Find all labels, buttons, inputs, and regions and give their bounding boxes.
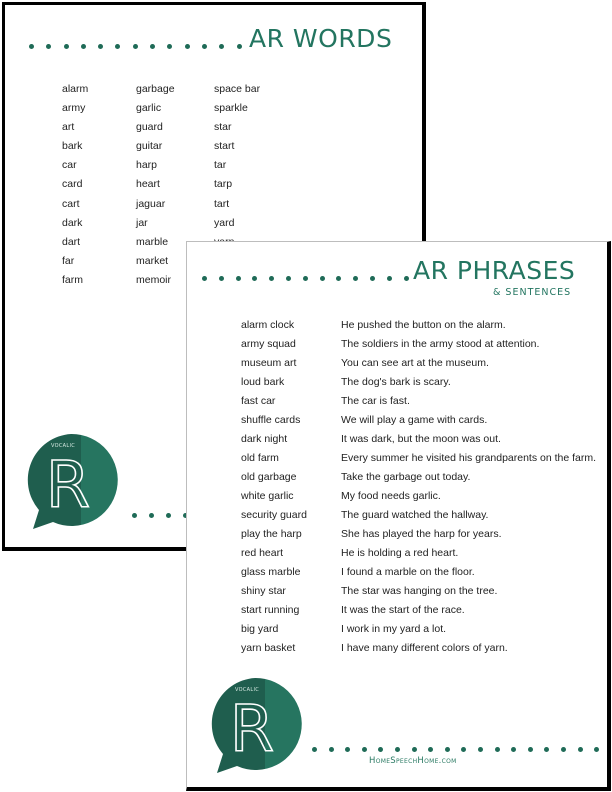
vocalic-r-logo — [207, 676, 303, 776]
sentence: My food needs garlic. — [341, 490, 441, 502]
word-item: yard — [214, 216, 235, 229]
word-item: dark — [62, 216, 83, 229]
sentence: She has played the harp for years. — [341, 528, 502, 540]
word-item: dart — [62, 235, 81, 248]
table-row — [241, 506, 596, 525]
table-row — [241, 601, 596, 620]
word-item: marble — [136, 235, 169, 248]
sentence: The soldiers in the army stood at attention. — [341, 338, 540, 350]
sentence: I have many different colors of yarn. — [341, 642, 508, 654]
word-item: alarm — [62, 83, 89, 95]
table-row — [241, 449, 596, 468]
word-item: car — [62, 159, 77, 172]
ar-phrases-page — [186, 241, 611, 791]
phrase: shuffle cards — [241, 414, 301, 426]
phrase: army squad — [241, 338, 296, 350]
page-title: AR PHRASES — [413, 256, 576, 285]
logo-letter: R — [45, 449, 91, 523]
table-row — [241, 335, 596, 354]
table-row — [241, 582, 596, 601]
phrase: white garlic — [241, 490, 294, 502]
word-item: heart — [136, 178, 160, 191]
phrase: old garbage — [241, 471, 297, 483]
table-row — [241, 430, 596, 449]
sentence: We will play a game with cards. — [341, 414, 488, 426]
phrase: glass marble — [241, 566, 301, 578]
logo-letter: R — [229, 693, 275, 767]
phrase: loud bark — [241, 376, 285, 388]
sentence: It was the start of the race. — [341, 604, 465, 616]
phrase: fast car — [241, 395, 276, 407]
word-item: jar — [136, 216, 148, 229]
page-title: AR WORDS — [249, 24, 393, 53]
phrase: yarn basket — [241, 642, 296, 654]
word-item: army — [62, 102, 86, 115]
vocalic-r-logo — [23, 432, 119, 532]
word-item: far — [62, 254, 75, 267]
phrase: start running — [241, 604, 300, 616]
word-item: tart — [214, 197, 230, 210]
sentence: Every summer he visited his grandparents on the farm. — [341, 452, 597, 464]
table-row — [241, 487, 596, 506]
table-row — [241, 639, 596, 658]
word-item: harp — [136, 159, 158, 172]
phrase: big yard — [241, 623, 279, 635]
word-item: start — [214, 140, 235, 153]
word-item: card — [62, 178, 83, 191]
phrase: alarm clock — [241, 319, 295, 331]
table-row — [241, 354, 596, 373]
word-item: guitar — [136, 140, 163, 153]
title-dot-leader — [29, 44, 242, 49]
sentence: The car is fast. — [341, 395, 410, 407]
table-row — [241, 468, 596, 487]
word-item: space bar — [214, 83, 261, 95]
sentence: The dog's bark is scary. — [341, 376, 451, 388]
table-row — [241, 316, 596, 335]
logo-label: VOCALIC — [234, 687, 260, 693]
word-item: memoir — [136, 273, 172, 286]
word-item: guard — [136, 121, 163, 134]
sentence: Take the garbage out today. — [341, 471, 471, 483]
word-item: market — [136, 254, 169, 267]
table-row — [241, 563, 596, 582]
sentence: He is holding a red heart. — [341, 547, 459, 559]
phrases-table — [241, 316, 596, 658]
logo-label: VOCALIC — [50, 443, 76, 449]
table-row — [241, 411, 596, 430]
word-column-2 — [136, 80, 175, 290]
word-column-1 — [62, 80, 88, 290]
word-item: garlic — [136, 102, 162, 115]
sentence: The star was hanging on the tree. — [341, 585, 498, 597]
word-item: art — [62, 121, 75, 134]
word-item: bark — [62, 140, 83, 153]
sentence: It was dark, but the moon was out. — [341, 433, 501, 445]
phrase: old farm — [241, 452, 279, 464]
sentence: The guard watched the hallway. — [341, 509, 489, 521]
sentence: You can see art at the museum. — [341, 357, 489, 369]
word-item: garbage — [136, 83, 175, 95]
word-column-3 — [214, 80, 260, 252]
phrase: museum art — [241, 357, 297, 369]
word-item: farm — [62, 273, 83, 286]
phrase: shiny star — [241, 585, 286, 597]
word-item: sparkle — [214, 102, 248, 115]
word-item: star — [214, 121, 232, 134]
word-item: cart — [62, 197, 80, 210]
word-item: tarp — [214, 178, 233, 191]
phrase: red heart — [241, 547, 284, 559]
title-dot-leader — [202, 276, 409, 281]
table-row — [241, 620, 596, 639]
phrase: play the harp — [241, 528, 302, 540]
word-item: tar — [214, 159, 227, 172]
sentence: He pushed the button on the alarm. — [341, 319, 506, 331]
sentence: I found a marble on the floor. — [341, 566, 475, 578]
sentence: I work in my yard a lot. — [341, 623, 447, 635]
phrase: security guard — [241, 509, 307, 521]
page-subtitle: & SENTENCES — [493, 287, 572, 298]
footer-website: HomeSpeechHome.com — [369, 756, 457, 766]
table-row — [241, 544, 596, 563]
phrase: dark night — [241, 433, 288, 445]
footer-dot-leader — [312, 747, 599, 752]
table-row — [241, 373, 596, 392]
table-row — [241, 525, 596, 544]
table-row — [241, 392, 596, 411]
word-item: jaguar — [136, 197, 166, 210]
